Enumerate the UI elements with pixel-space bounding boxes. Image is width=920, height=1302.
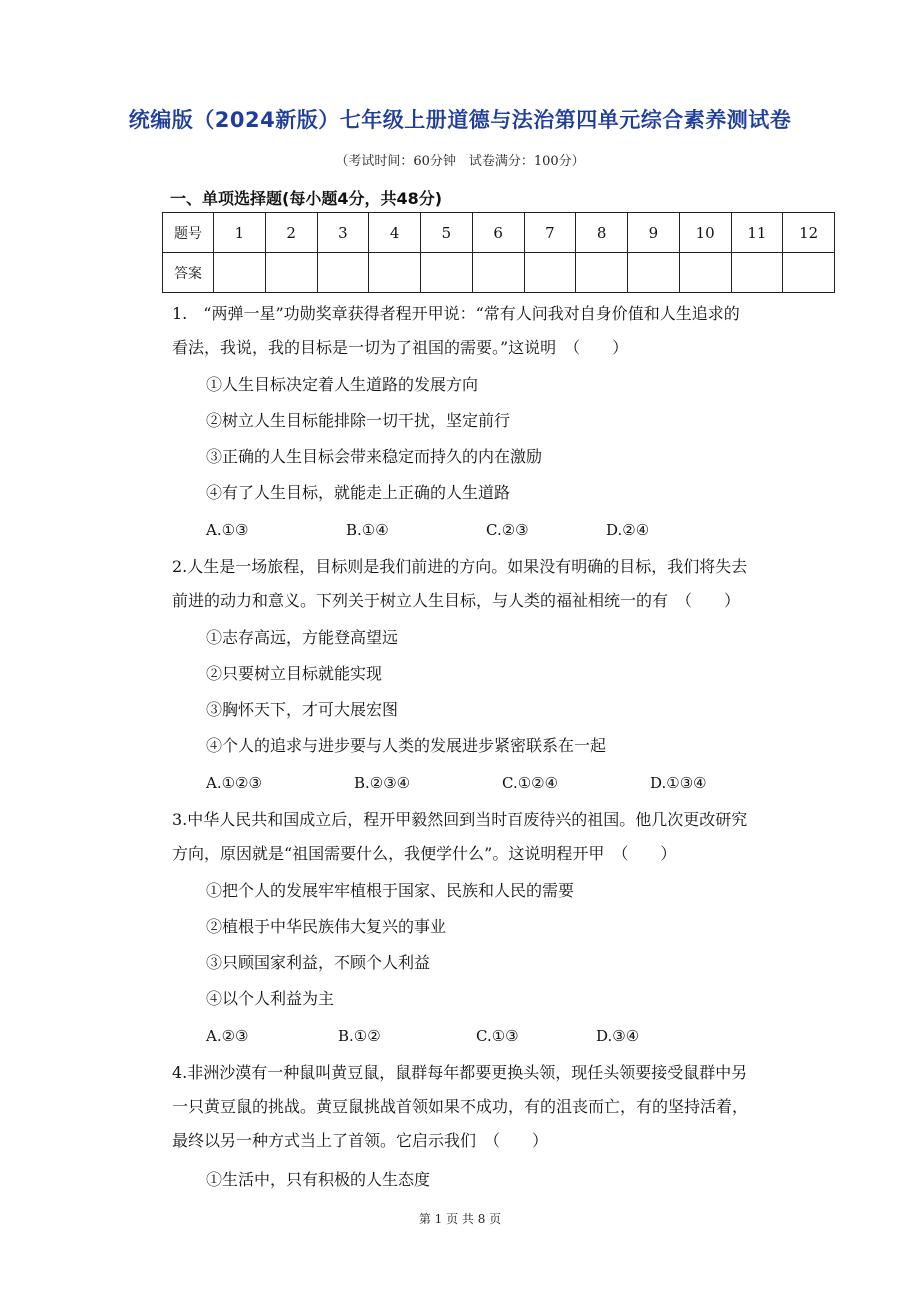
answer-cell[interactable]: [214, 253, 266, 293]
question-text-line: 一只黄豆鼠的挑战。黄豆鼠挑战首领如果不成功，有的沮丧而亡，有的坚持活着，: [172, 1097, 749, 1116]
answer-table-number: 12: [783, 213, 835, 253]
choice-a[interactable]: A.①③: [206, 521, 249, 539]
choice-d[interactable]: D.③④: [596, 1027, 640, 1045]
answer-cell[interactable]: [628, 253, 680, 293]
choice-a[interactable]: A.②③: [206, 1027, 249, 1045]
question-text-line: 4.非洲沙漠有一种鼠叫黄豆鼠，鼠群每年都要更换头领，现任头领要接受鼠群中另: [172, 1063, 748, 1082]
choice-d[interactable]: D.①③④: [650, 774, 707, 792]
exam-title: 统编版（2024新版）七年级上册道德与法治第四单元综合素养测试卷: [128, 108, 792, 132]
question-2-statement: ①志存高远，方能登高望远: [206, 628, 399, 647]
question-3-statement: ②植根于中华民族伟大复兴的事业: [206, 917, 447, 936]
answer-table-number: 3: [317, 213, 369, 253]
answer-table-number: 4: [369, 213, 421, 253]
answer-table: [162, 212, 835, 293]
choice-b[interactable]: B.①②: [338, 1027, 381, 1045]
answer-cell[interactable]: [421, 253, 473, 293]
question-text-line: 方向，原因就是“祖国需要什么，我便学什么”。这说明程开甲 （ ）: [172, 844, 677, 863]
question-4-statement: ①生活中，只有积极的人生态度: [206, 1170, 431, 1189]
answer-table-number: 9: [628, 213, 680, 253]
question-2-stem: [172, 550, 852, 618]
question-text-line: 前进的动力和意义。下列关于树立人生目标，与人类的福祉相统一的有 （ ）: [172, 591, 741, 610]
answer-table-number: 11: [731, 213, 783, 253]
question-1-stem: [172, 297, 852, 365]
answer-cell[interactable]: [265, 253, 317, 293]
answer-cell[interactable]: [369, 253, 421, 293]
choice-b[interactable]: B.①④: [346, 521, 389, 539]
answer-table-answer-row: [163, 253, 835, 293]
answer-cell[interactable]: [783, 253, 835, 293]
question-1-statement: ④有了人生目标，就能走上正确的人生道路: [206, 483, 511, 502]
question-3-statement: ③只顾国家利益，不顾个人利益: [206, 953, 431, 972]
question-1-statement: ③正确的人生目标会带来稳定而持久的内在激励: [206, 447, 543, 466]
question-text-line: 看法，我说，我的目标是一切为了祖国的需要。”这说明 （ ）: [172, 338, 629, 357]
question-1-statement: ②树立人生目标能排除一切干扰，坚定前行: [206, 411, 511, 430]
page-footer: 第 1 页 共 8 页: [418, 1212, 502, 1226]
question-text-line: 最终以另一种方式当上了首领。它启示我们 （ ）: [172, 1131, 549, 1150]
choice-b[interactable]: B.②③④: [354, 774, 411, 792]
answer-cell[interactable]: [317, 253, 369, 293]
question-3-statement: ①把个人的发展牢牢植根于国家、民族和人民的需要: [206, 881, 575, 900]
choice-c[interactable]: C.②③: [486, 521, 529, 539]
question-2-statement: ③胸怀天下，才可大展宏图: [206, 700, 399, 719]
question-1-statement: ①人生目标决定着人生道路的发展方向: [206, 375, 479, 394]
answer-table-number: 5: [421, 213, 473, 253]
exam-subtitle: （考试时间：60分钟 试卷满分：100分）: [335, 154, 585, 169]
answer-table-number: 2: [265, 213, 317, 253]
answer-table-number: 10: [679, 213, 731, 253]
question-3-stem: [172, 803, 852, 871]
choice-c[interactable]: C.①②④: [502, 774, 559, 792]
answer-cell[interactable]: [472, 253, 524, 293]
answer-table-row-label: 答案: [163, 253, 214, 293]
choice-a[interactable]: A.①②③: [206, 774, 262, 792]
question-text-line: 1. “两弹一星”功勋奖章获得者程开甲说：“常有人问我对自身价值和人生追求的: [172, 304, 740, 323]
answer-table-number: 6: [472, 213, 524, 253]
answer-table-number-row: [163, 213, 835, 253]
answer-cell[interactable]: [576, 253, 628, 293]
answer-cell[interactable]: [731, 253, 783, 293]
question-text-line: 3.中华人民共和国成立后，程开甲毅然回到当时百废待兴的祖国。他几次更改研究: [172, 810, 748, 829]
answer-table-number: 8: [576, 213, 628, 253]
answer-cell[interactable]: [679, 253, 731, 293]
question-2-statement: ④个人的追求与进步要与人类的发展进步紧密联系在一起: [206, 736, 607, 755]
section-heading: 一、单项选择题(每小题4分，共48分): [170, 189, 443, 208]
choice-d[interactable]: D.②④: [606, 521, 650, 539]
question-3-statement: ④以个人利益为主: [206, 989, 335, 1008]
question-2-statement: ②只要树立目标就能实现: [206, 664, 383, 683]
answer-table-row-label: 题号: [163, 213, 214, 253]
question-4-stem: [172, 1056, 852, 1158]
question-text-line: 2.人生是一场旅程，目标则是我们前进的方向。如果没有明确的目标，我们将失去: [172, 557, 748, 576]
answer-cell[interactable]: [524, 253, 576, 293]
answer-table-number: 1: [214, 213, 266, 253]
answer-table-number: 7: [524, 213, 576, 253]
choice-c[interactable]: C.①③: [476, 1027, 519, 1045]
